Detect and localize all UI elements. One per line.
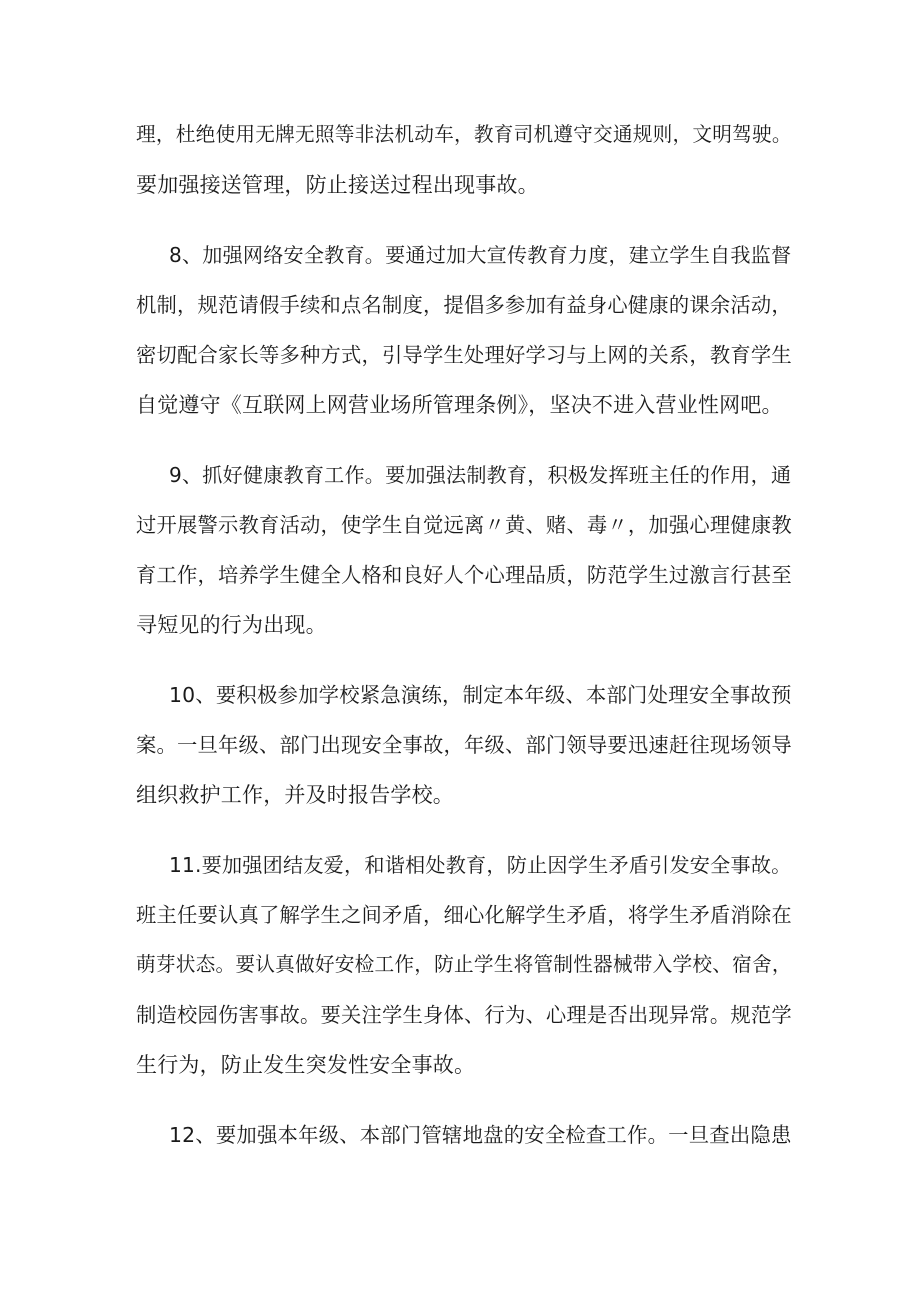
text-line: 组织救护工作，并及时报告学校。 — [136, 783, 454, 807]
paragraph-10-first-line: 10、要积极参加学校紧急演练，制定本年级、本部门处理安全事故预 — [169, 683, 792, 707]
text-line: 密切配合家长等多种方式，引导学生处理好学习与上网的关系，教育学生 — [136, 343, 792, 367]
text-line: 制造校园伤害事故。要关注学生身体、行为、心理是否出现异常。规范学 — [136, 1003, 792, 1027]
text-line: 自觉遵守《互联网上网营业场所管理条例》，坚决不进入营业性网吧。 — [136, 393, 783, 417]
text-line: 寻短见的行为出现。 — [136, 613, 327, 637]
paragraph-8-first-line: 8、加强网络安全教育。要通过加大宣传教育力度，建立学生自我监督 — [169, 243, 792, 267]
text-line: 过开展警示教育活动，使学生自觉远离〃黄、赌、毒〃，加强心理健康教 — [136, 513, 792, 537]
text-line: 理，杜绝使用无牌无照等非法机动车，教育司机遵守交通规则，文明驾驶。 — [136, 123, 792, 146]
paragraph-12-first-line: 12、要加强本年级、本部门管辖地盘的安全检查工作。一旦查出隐患 — [169, 1123, 792, 1147]
text-line: 育工作，培养学生健全人格和良好人个心理品质，防范学生过激言行甚至 — [136, 563, 792, 587]
text-line: 要加强接送管理，防止接送过程出现事故。 — [136, 173, 539, 197]
text-line: 班主任要认真了解学生之间矛盾，细心化解学生矛盾，将学生矛盾消除在 — [136, 903, 792, 927]
text-line: 萌芽状态。要认真做好安检工作，防止学生将管制性器械带入学校、宿舍， — [136, 953, 792, 976]
text-line: 机制，规范请假手续和点名制度，提倡多参加有益身心健康的课余活动， — [136, 293, 792, 317]
paragraph-11-first-line: 11.要加强团结友爱，和谐相处教育，防止因学生矛盾引发安全事故。 — [169, 853, 792, 877]
text-line: 案。一旦年级、部门出现安全事故，年级、部门领导要迅速赶往现场领导 — [136, 733, 792, 757]
paragraph-9-first-line: 9、抓好健康教育工作。要加强法制教育，积极发挥班主任的作用，通 — [169, 463, 792, 487]
text-line: 生行为，防止发生突发性安全事故。 — [136, 1053, 476, 1077]
